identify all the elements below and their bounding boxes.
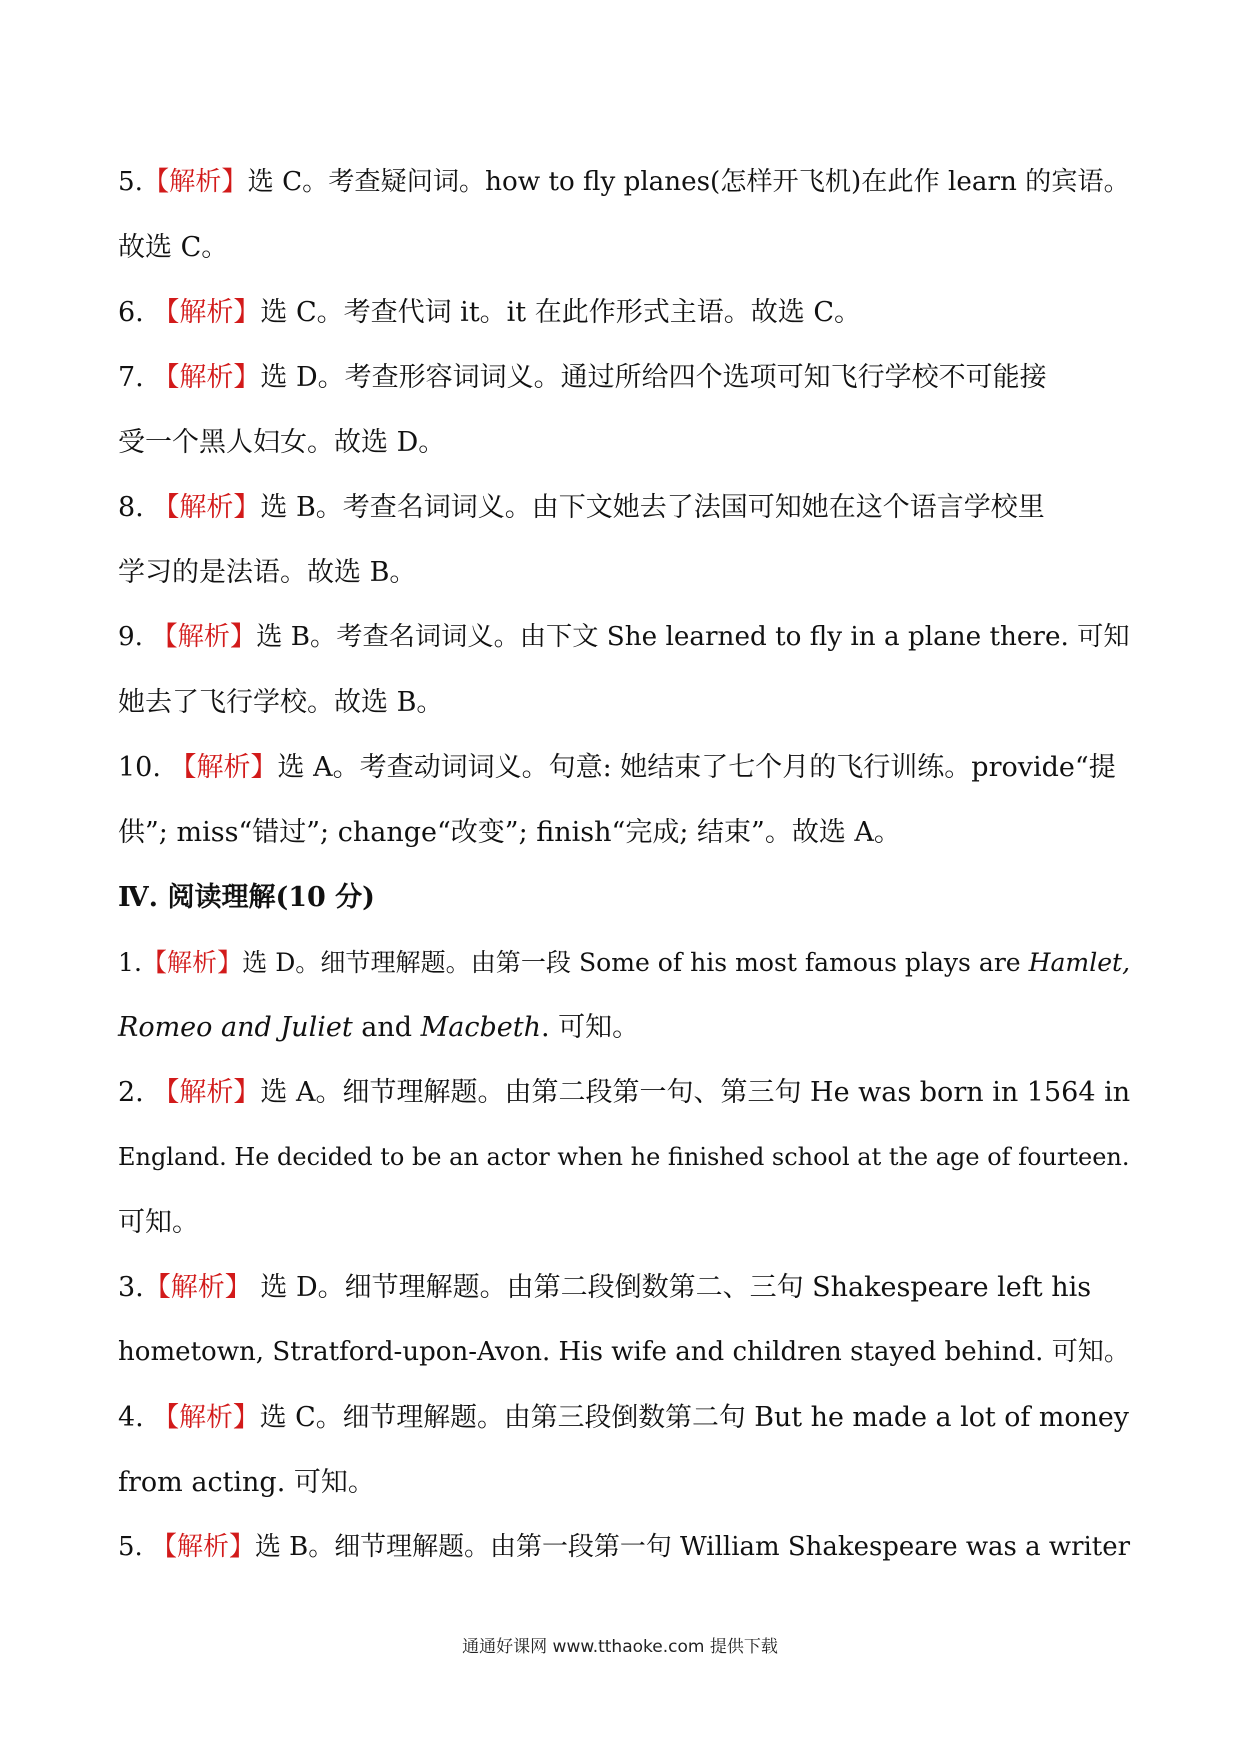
item-number: 9. (118, 622, 144, 652)
item-text: 可知。 (118, 1207, 199, 1238)
section-heading: Ⅳ. 阅读理解(10 分) (118, 882, 375, 913)
page-footer: 通通好课网 www.tthaoke.com 提供下载 (462, 1637, 778, 1657)
answer-line (118, 1060, 1130, 1125)
item-text: 选 D。考查形容词词义。通过所给四个选项可知飞行学校不可能接 (260, 362, 1047, 393)
item-number: 1. (118, 948, 142, 977)
analysis-tag: 【解析】 (152, 1402, 260, 1433)
analysis-tag: 【解析】 (169, 752, 278, 783)
analysis-tag: 【解析】 (152, 362, 261, 393)
item-number: 5. (118, 167, 143, 197)
item-number: 10. (118, 752, 161, 783)
answer-item-7 (118, 345, 1130, 475)
item-text: 选 A。细节理解题。由第二段第一句、第三句 He was born in 1564 in (260, 1077, 1131, 1108)
reading-item-2 (118, 1060, 1130, 1255)
answer-line (118, 670, 1130, 735)
answer-line (118, 605, 1130, 670)
answer-line (118, 410, 1130, 475)
reading-item-4 (118, 1385, 1130, 1515)
analysis-tag: 【解析】 (151, 622, 257, 652)
item-number: 7. (118, 362, 144, 393)
item-text: 选 C。细节理解题。由第三段倒数第二句 But he made a lot of money (259, 1402, 1129, 1433)
italic-title: Romeo and Juliet (118, 1012, 353, 1043)
item-number: 5. (118, 1532, 143, 1562)
item-text: 选 B。细节理解题。由第一段第一句 William Shakespeare was a writer (254, 1532, 1131, 1562)
item-number: 4. (118, 1402, 144, 1433)
item-number: 3. (118, 1272, 144, 1303)
reading-item-5 (118, 1515, 1130, 1580)
answer-line (118, 1190, 1130, 1255)
item-number: 6. (118, 297, 144, 328)
answer-line (118, 735, 1130, 800)
item-text: 选 B。考查名词词义。由下文她去了法国可知她在这个语言学校里 (260, 492, 1045, 523)
item-text: 选 D。细节理解题。由第二段倒数第二、三句 Shakespeare left his (260, 1272, 1092, 1303)
answer-line (118, 1255, 1130, 1320)
item-text: 选 B。考查名词词义。由下文 She learned to fly in a plane there. 可知 (256, 622, 1130, 652)
answer-line (118, 1515, 1130, 1580)
italic-title: Macbeth (420, 1012, 541, 1043)
analysis-tag: 【解析】 (152, 492, 261, 523)
answer-line (118, 930, 1130, 995)
analysis-tag: 【解析】 (152, 297, 261, 328)
item-text: and (352, 1012, 421, 1043)
answer-line (118, 1320, 1130, 1385)
item-text: . 可知。 (540, 1012, 640, 1043)
item-text: from acting. 可知。 (118, 1467, 375, 1498)
item-text: England. He decided to be an actor when he finished school at the age of fourteen. (118, 1143, 1130, 1171)
item-text: 选 C。考查疑问词。how to fly planes(怎样开飞机)在此作 learn 的宾语。 (247, 167, 1130, 197)
item-number: 8. (118, 492, 144, 523)
analysis-tag: 【解析】 (142, 167, 248, 197)
item-number: 2. (118, 1077, 144, 1108)
item-text: hometown, Stratford-upon-Avon. His wife and children stayed behind. 可知。 (118, 1337, 1130, 1367)
answer-line (118, 800, 1130, 865)
analysis-tag: 【解析】 (152, 1077, 261, 1108)
answer-item-5 (118, 150, 1130, 280)
answer-line (118, 1385, 1130, 1450)
analysis-tag: 【解析】 (143, 1272, 252, 1303)
item-text: 她去了飞行学校。故选 B。 (118, 687, 444, 718)
answer-item-8 (118, 475, 1130, 605)
answer-line (118, 1450, 1130, 1515)
answer-line (118, 345, 1130, 410)
item-text: 供”; miss“错过”; change“改变”; finish“完成; 结束”。故选 A。 (118, 817, 901, 848)
item-text: 选 A。考查动词词义。句意: 她结束了七个月的飞行训练。provide“提 (277, 752, 1116, 783)
italic-title: Hamlet, (1028, 948, 1131, 977)
answer-line (118, 215, 1130, 280)
item-text: 受一个黑人妇女。故选 D。 (118, 427, 446, 458)
reading-item-1 (118, 930, 1130, 1060)
answer-line (118, 475, 1130, 540)
answer-line (118, 995, 1130, 1060)
item-text: 选 D。细节理解题。由第一段 Some of his most famous plays are (242, 948, 1029, 977)
item-text: 学习的是法语。故选 B。 (118, 557, 417, 588)
analysis-tag: 【解析】 (141, 948, 243, 977)
answer-line (118, 540, 1130, 605)
document-body (118, 150, 1130, 1580)
answer-item-10 (118, 735, 1130, 865)
answer-line (118, 1125, 1130, 1190)
reading-item-3 (118, 1255, 1130, 1385)
answer-line (118, 150, 1130, 215)
answer-line (118, 280, 1130, 345)
item-text: 故选 C。 (118, 232, 229, 263)
answer-item-9 (118, 605, 1130, 735)
answer-item-6 (118, 280, 1130, 345)
analysis-tag: 【解析】 (151, 1532, 255, 1562)
item-text: 选 C。考查代词 it。it 在此作形式主语。故选 C。 (260, 297, 861, 328)
